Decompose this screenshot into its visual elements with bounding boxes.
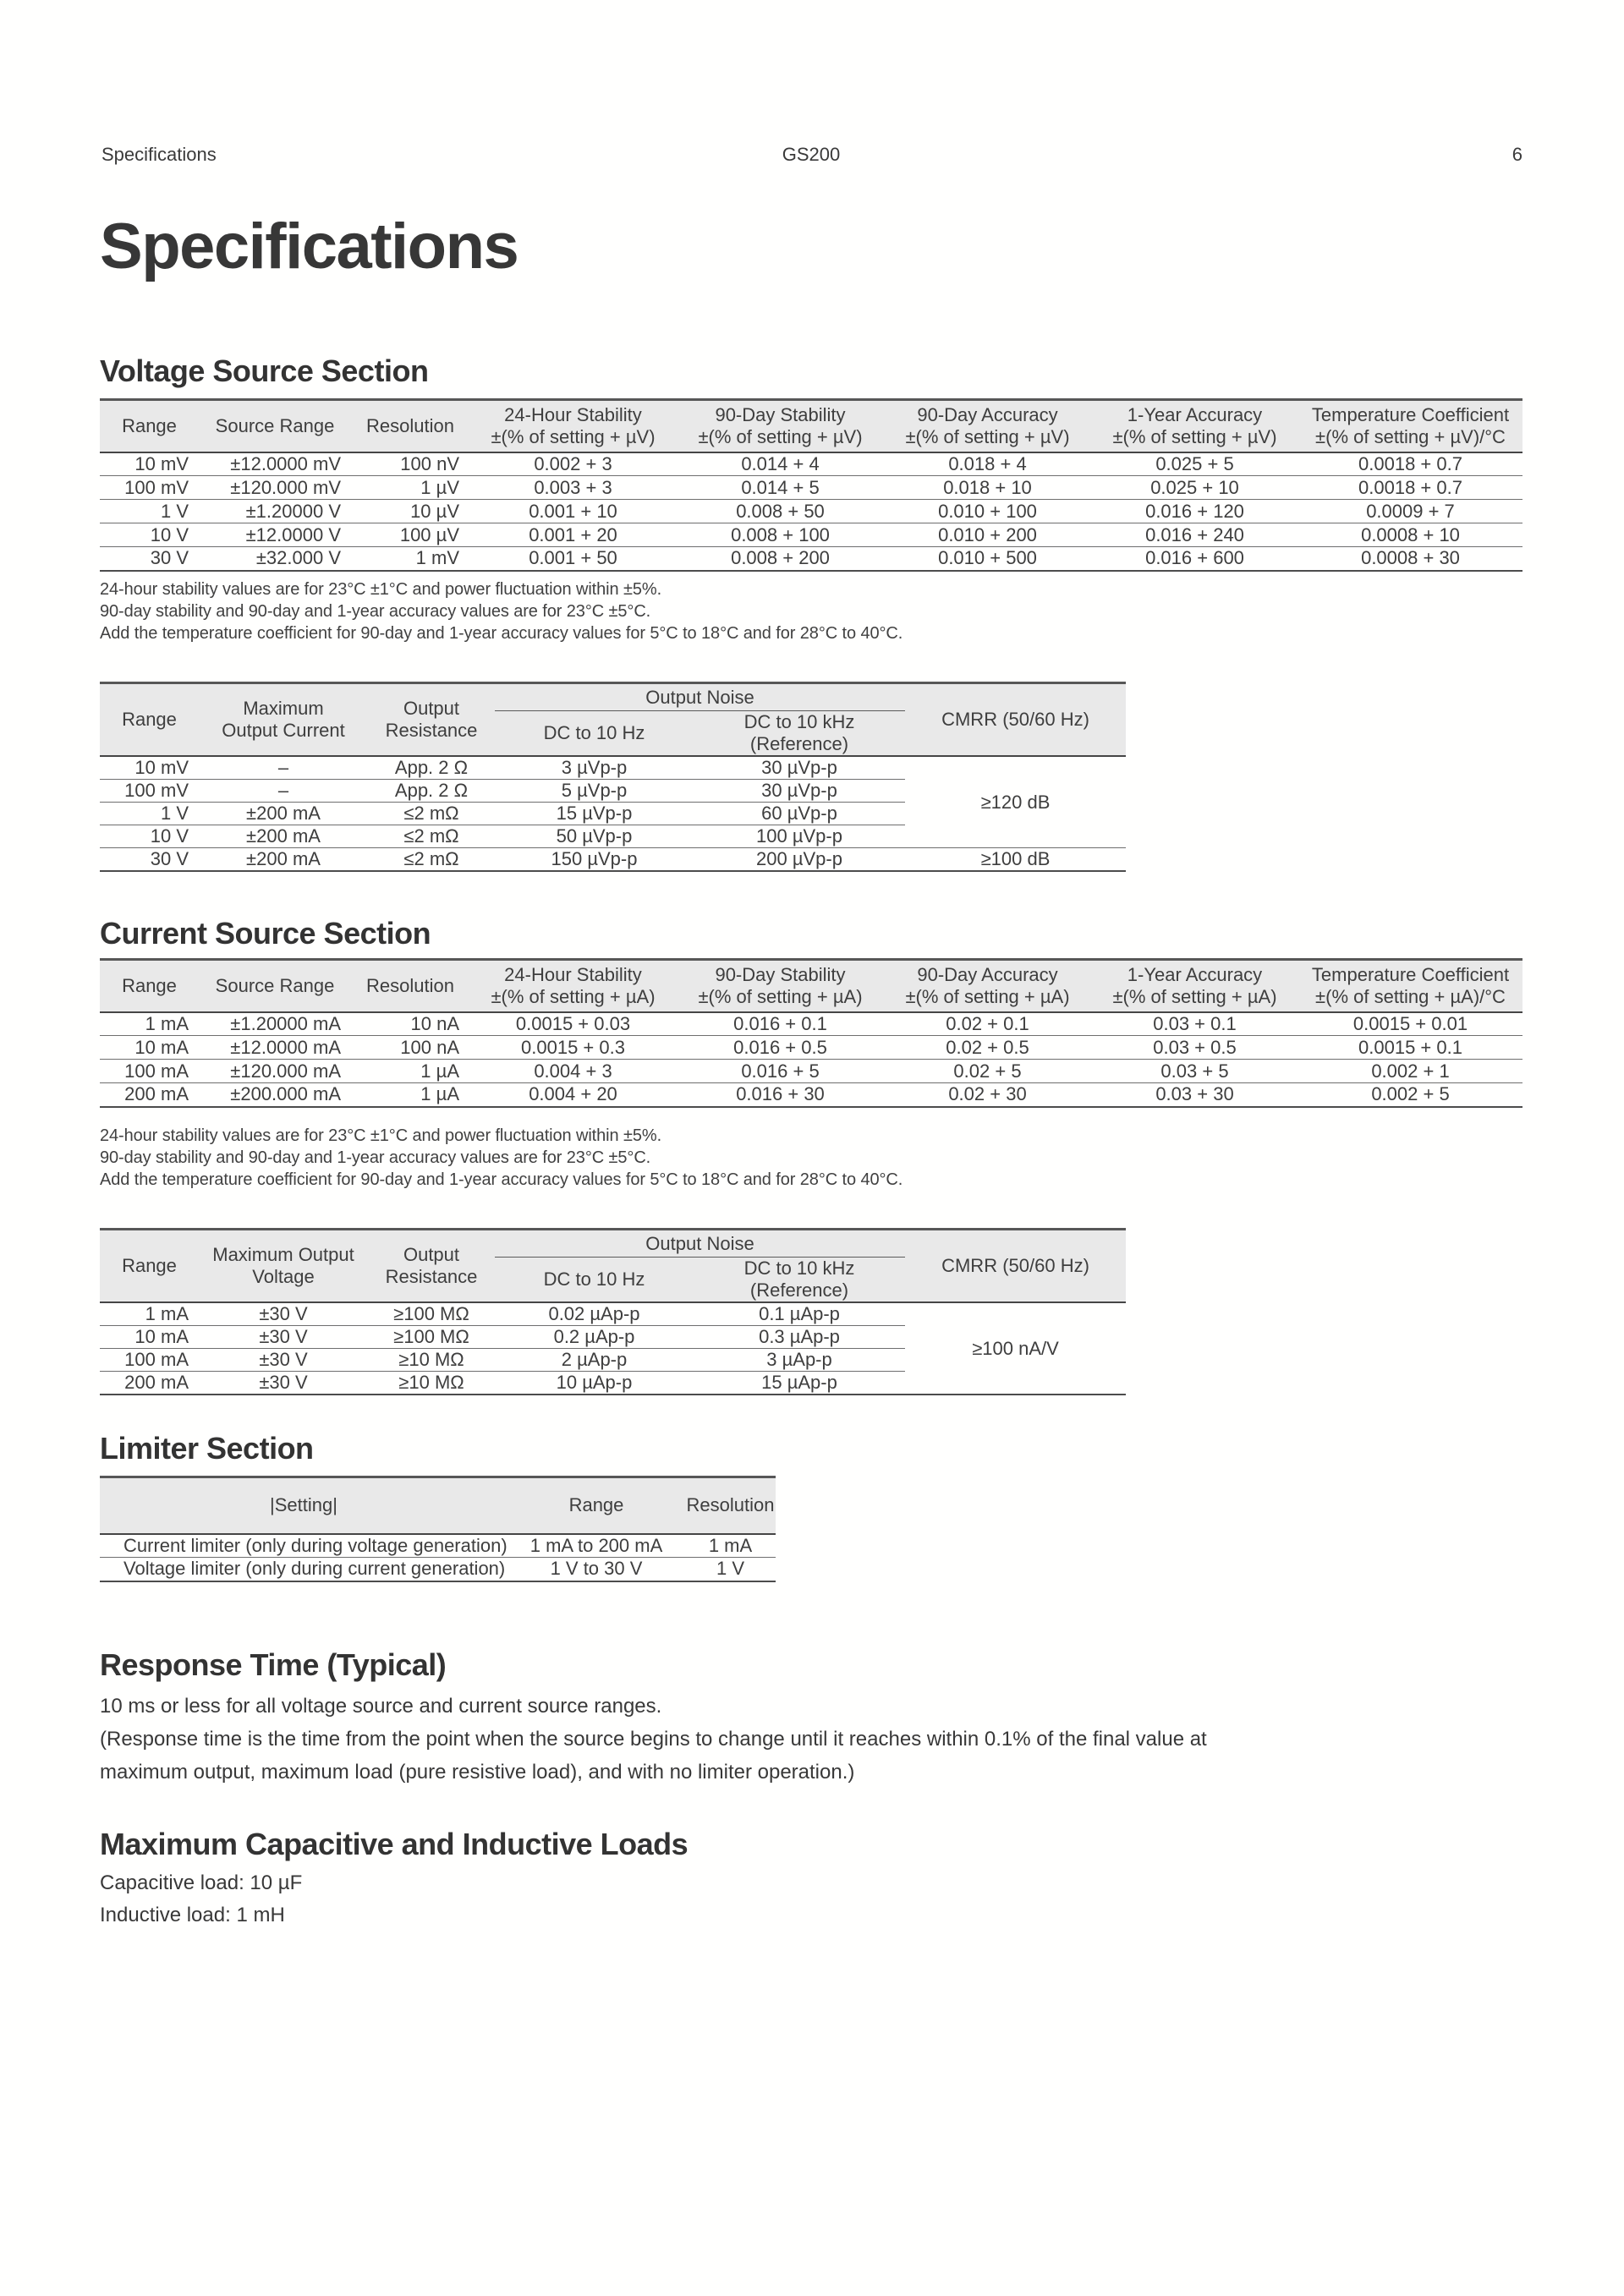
table-cell: 3 µAp-p: [694, 1349, 905, 1372]
table-cell: 30 V: [150, 547, 189, 569]
table-cell: 0.02 + 0.1: [884, 1012, 1091, 1036]
table-cell: 0.001 + 10: [469, 500, 677, 523]
voltage-noise-table: [100, 682, 1126, 872]
table-cell: 0.0018 + 0.7: [1298, 476, 1522, 500]
table-cell: 0.016 + 30: [736, 1083, 825, 1105]
column-header: 90-Day Stability ±(% of setting + µV): [677, 400, 884, 452]
table-cell: 15 µAp-p: [761, 1372, 837, 1393]
column-header: Range: [100, 400, 199, 452]
column-header: Output Resistance: [368, 1230, 495, 1303]
table-cell: 1 V: [716, 1558, 745, 1580]
cmrr-value-cell: ≥120 dB: [905, 756, 1126, 848]
table-cell: ±30 V: [259, 1372, 308, 1393]
column-header: Output Resistance: [368, 683, 495, 757]
table-cell: 1 mA: [100, 1302, 199, 1326]
column-group-header: Output Noise: [495, 1230, 905, 1258]
table-cell: ±12.0000 V: [199, 523, 351, 547]
table-header: [100, 1477, 776, 1534]
table-cell: ±30 V: [199, 1349, 368, 1372]
table-cell: 1 mV: [415, 547, 459, 569]
table-cell: ≤2 mΩ: [368, 803, 495, 825]
table-header: [100, 683, 1126, 757]
table-cell: ±32.000 V: [255, 547, 341, 569]
column-header: Source Range: [199, 400, 351, 452]
table-cell: 10 V: [100, 523, 199, 547]
column-subheader: DC to 10 kHz (Reference): [694, 1258, 905, 1303]
table-cell: 0.016 + 0.5: [677, 1036, 884, 1060]
current-section-heading: Current Source Section: [100, 916, 431, 951]
table-cell: ±12.0000 mV: [199, 452, 351, 476]
table-cell: ±1.20000 mA: [199, 1012, 351, 1036]
table-row: [100, 1036, 1522, 1060]
table-cell: 1 µV: [351, 476, 469, 500]
table-cell: 0.001 + 20: [469, 523, 677, 547]
table-cell: 1 mA: [100, 1012, 199, 1036]
table-cell: 0.02 + 30: [948, 1083, 1027, 1105]
footnote-line: Add the temperature coefficient for 90-day and 1-year accuracy values for 5°C to 18°C and for 28°C to 40°C.: [100, 1170, 903, 1189]
table-row: [100, 500, 1522, 523]
table-cell: 0.025 + 10: [1091, 476, 1298, 500]
response-time-text: [100, 1690, 1207, 1789]
table-cell: 30 µVp-p: [694, 780, 905, 803]
voltage-spec-table-wrap: [100, 398, 1522, 572]
body-line: Inductive load: 1 mH: [100, 1904, 285, 1926]
table-cell: 10 mA: [100, 1326, 199, 1349]
table-cell: ≥100 MΩ: [368, 1326, 495, 1349]
current-footnotes: [100, 1125, 903, 1191]
table-cell: 0.025 + 5: [1091, 452, 1298, 476]
table-cell: 50 µVp-p: [495, 825, 694, 848]
table-cell: 100 mV: [100, 476, 199, 500]
limiter-table: [100, 1476, 776, 1582]
table-row: [100, 547, 1522, 571]
current-noise-table: [100, 1228, 1126, 1395]
table-cell: 0.016 + 240: [1091, 523, 1298, 547]
table-cell: App. 2 Ω: [368, 756, 495, 780]
table-row: [100, 1012, 1522, 1036]
body-line: (Response time is the time from the point when the source begins to change until it reaches within 0.1% of the final value at: [100, 1728, 1207, 1751]
table-cell: 1 mA to 200 mA: [508, 1534, 685, 1558]
table-cell: 10 µAp-p: [556, 1372, 633, 1393]
table-cell: 0.3 µAp-p: [694, 1326, 905, 1349]
table-cell: 200 mA: [124, 1372, 189, 1393]
table-cell: 0.010 + 200: [884, 523, 1091, 547]
table-cell: ≥10 MΩ: [368, 1349, 495, 1372]
table-cell: 0.016 + 120: [1091, 500, 1298, 523]
table-cell: 100 µVp-p: [694, 825, 905, 848]
table-row: [100, 756, 1126, 780]
max-loads-text: [100, 1867, 302, 1932]
voltage-spec-table: [100, 398, 1522, 572]
table-cell: 0.0015 + 0.3: [469, 1036, 677, 1060]
table-cell: ≥10 MΩ: [398, 1372, 464, 1393]
table-cell: 150 µVp-p: [551, 848, 638, 869]
table-cell: 0.016 + 5: [677, 1060, 884, 1083]
column-header: Maximum Output Voltage: [199, 1230, 368, 1303]
column-header: 90-Day Accuracy ±(% of setting + µV): [884, 400, 1091, 452]
table-body: [100, 756, 1126, 871]
column-header: Source Range: [199, 960, 351, 1012]
column-header: 24-Hour Stability ±(% of setting + µV): [469, 400, 677, 452]
table-cell: 100 nA: [351, 1036, 469, 1060]
table-body: [100, 1534, 776, 1581]
table-cell: 0.03 + 30: [1155, 1083, 1234, 1105]
table-cell: ±200 mA: [199, 825, 368, 848]
header-row: [100, 683, 1126, 711]
column-header: Resolution: [351, 960, 469, 1012]
table-cell: 100 µV: [351, 523, 469, 547]
table-cell: 0.010 + 100: [884, 500, 1091, 523]
table-cell: 3 µVp-p: [495, 756, 694, 780]
table-cell: 0.016 + 600: [1145, 547, 1244, 569]
header-row: [100, 960, 1522, 1012]
table-cell: 15 µVp-p: [495, 803, 694, 825]
column-header: Range: [100, 1230, 199, 1303]
table-body: [100, 452, 1522, 571]
table-row: [100, 476, 1522, 500]
table-cell: 0.008 + 100: [677, 523, 884, 547]
table-cell: 100 nV: [351, 452, 469, 476]
table-cell: 100 mV: [100, 780, 199, 803]
table-cell: ±120.000 mA: [199, 1060, 351, 1083]
table-row: [100, 1534, 776, 1558]
column-header: Temperature Coefficient ±(% of setting + µV)/°C: [1298, 400, 1522, 452]
table-cell: 0.008 + 50: [677, 500, 884, 523]
response-time-heading: Response Time (Typical): [100, 1647, 447, 1682]
table-cell: 10 nA: [351, 1012, 469, 1036]
running-header-model: GS200: [782, 144, 841, 165]
column-header: CMRR (50/60 Hz): [905, 683, 1126, 757]
cmrr-value-cell: ≥100 dB: [980, 848, 1051, 869]
running-header-section: Specifications: [102, 144, 217, 165]
table-cell: ≥100 MΩ: [368, 1302, 495, 1326]
table-cell: 0.0015 + 0.1: [1298, 1036, 1522, 1060]
table-cell: 0.02 + 5: [884, 1060, 1091, 1083]
table-cell: 0.0008 + 30: [1361, 547, 1460, 569]
footnote-line: 90-day stability and 90-day and 1-year accuracy values are for 23°C ±5°C.: [100, 602, 651, 621]
table-cell: 1 mA: [685, 1534, 776, 1558]
table-cell: 30 µVp-p: [694, 756, 905, 780]
table-cell: 0.03 + 0.5: [1091, 1036, 1298, 1060]
table-cell: 0.014 + 5: [677, 476, 884, 500]
table-cell: 0.008 + 200: [731, 547, 830, 569]
table-cell: App. 2 Ω: [368, 780, 495, 803]
table-cell: 0.010 + 500: [938, 547, 1037, 569]
table-row: [100, 452, 1522, 476]
footnote-line: 24-hour stability values are for 23°C ±1°C and power fluctuation within ±5%.: [100, 580, 662, 599]
table-cell: 100 mA: [100, 1060, 199, 1083]
table-cell: ±200 mA: [246, 848, 321, 869]
voltage-footnotes: [100, 578, 903, 644]
table-cell: 1 V: [100, 803, 199, 825]
body-line: Capacitive load: 10 µF: [100, 1871, 303, 1894]
running-header: [100, 144, 1522, 169]
table-cell: 1 V to 30 V: [550, 1558, 643, 1580]
table-cell: 0.003 + 3: [469, 476, 677, 500]
table-cell: 0.002 + 3: [469, 452, 677, 476]
limiter-table-wrap: [100, 1476, 776, 1582]
column-header: 90-Day Accuracy ±(% of setting + µA): [884, 960, 1091, 1012]
column-header: Range: [508, 1477, 685, 1534]
table-cell: ±12.0000 mA: [199, 1036, 351, 1060]
cmrr-value-cell: ≥100 nA/V: [972, 1337, 1059, 1359]
table-cell: 0.02 µAp-p: [495, 1302, 694, 1326]
table-cell: 200 mA: [124, 1083, 189, 1105]
max-loads-heading: Maximum Capacitive and Inductive Loads: [100, 1827, 689, 1861]
body-line: 10 ms or less for all voltage source and current source ranges.: [100, 1695, 662, 1718]
column-header: Range: [100, 683, 199, 757]
table-cell: 0.03 + 5: [1091, 1060, 1298, 1083]
table-cell: 0.2 µAp-p: [495, 1326, 694, 1349]
table-cell: 0.018 + 10: [884, 476, 1091, 500]
table-cell: 0.018 + 4: [884, 452, 1091, 476]
table-cell: 0.004 + 20: [529, 1083, 617, 1105]
column-header: 1-Year Accuracy ±(% of setting + µA): [1091, 960, 1298, 1012]
table-cell: 10 µV: [351, 500, 469, 523]
page-title: Specifications: [100, 211, 518, 282]
table-cell: 10 mV: [100, 756, 199, 780]
footnote-line: 90-day stability and 90-day and 1-year accuracy values are for 23°C ±5°C.: [100, 1148, 651, 1167]
table-cell: ≤2 mΩ: [368, 825, 495, 848]
table-cell: 0.1 µAp-p: [694, 1302, 905, 1326]
header-row: [100, 400, 1522, 452]
body-line: maximum output, maximum load (pure resistive load), and with no limiter operation.): [100, 1761, 855, 1784]
column-subheader: DC to 10 Hz: [495, 1258, 694, 1303]
table-header: [100, 1230, 1126, 1303]
column-header: CMRR (50/60 Hz): [905, 1230, 1126, 1303]
table-cell: ±120.000 mV: [199, 476, 351, 500]
table-row: [100, 1060, 1522, 1083]
table-cell: –: [199, 756, 368, 780]
table-cell: ±200 mA: [199, 803, 368, 825]
footnote-line: 24-hour stability values are for 23°C ±1°C and power fluctuation within ±5%.: [100, 1126, 662, 1145]
column-group-header: Output Noise: [495, 683, 905, 711]
table-cell: ±30 V: [199, 1326, 368, 1349]
table-cell: 30 V: [150, 848, 189, 869]
column-header: |Setting|: [100, 1477, 508, 1534]
table-cell: 0.02 + 0.5: [884, 1036, 1091, 1060]
table-cell: 2 µAp-p: [495, 1349, 694, 1372]
table-cell: 10 mA: [100, 1036, 199, 1060]
table-cell: 0.002 + 5: [1371, 1083, 1450, 1105]
table-cell: 0.0015 + 0.03: [469, 1012, 677, 1036]
table-cell: 0.016 + 0.1: [677, 1012, 884, 1036]
table-cell: 0.001 + 50: [529, 547, 617, 569]
table-cell: ±200.000 mA: [230, 1083, 341, 1105]
table-header: [100, 960, 1522, 1012]
column-header: 1-Year Accuracy ±(% of setting + µV): [1091, 400, 1298, 452]
table-cell: 0.002 + 1: [1298, 1060, 1522, 1083]
table-row: [100, 523, 1522, 547]
table-row: [100, 1083, 1522, 1107]
table-cell: 10 V: [100, 825, 199, 848]
table-cell: 100 mA: [100, 1349, 199, 1372]
table-cell: ±1.20000 V: [199, 500, 351, 523]
table-cell: 60 µVp-p: [694, 803, 905, 825]
column-header: Temperature Coefficient ±(% of setting + µA)/°C: [1298, 960, 1522, 1012]
table-cell: 0.0018 + 0.7: [1298, 452, 1522, 476]
current-noise-table-wrap: [100, 1228, 1126, 1395]
table-cell: Current limiter (only during voltage generation): [100, 1534, 508, 1558]
table-row: [100, 1302, 1126, 1326]
header-row: [100, 1230, 1126, 1258]
table-body: [100, 1012, 1522, 1107]
column-header: 90-Day Stability ±(% of setting + µA): [677, 960, 884, 1012]
column-subheader: DC to 10 Hz: [495, 711, 694, 757]
table-cell: 0.0008 + 10: [1298, 523, 1522, 547]
table-cell: 0.03 + 0.1: [1091, 1012, 1298, 1036]
table-row: [100, 848, 1126, 872]
table-cell: 5 µVp-p: [495, 780, 694, 803]
table-row: [100, 1558, 776, 1581]
column-header: Maximum Output Current: [199, 683, 368, 757]
table-cell: 200 µVp-p: [756, 848, 842, 869]
column-header: 24-Hour Stability ±(% of setting + µA): [469, 960, 677, 1012]
table-header: [100, 400, 1522, 452]
table-cell: 10 mV: [100, 452, 199, 476]
voltage-noise-table-wrap: [100, 682, 1126, 872]
current-spec-table: [100, 958, 1522, 1108]
column-header: Range: [100, 960, 199, 1012]
limiter-section-heading: Limiter Section: [100, 1431, 314, 1466]
voltage-section-heading: Voltage Source Section: [100, 353, 429, 388]
table-cell: 0.014 + 4: [677, 452, 884, 476]
table-cell: –: [199, 780, 368, 803]
table-cell: Voltage limiter (only during current generation): [123, 1558, 506, 1580]
table-body: [100, 1302, 1126, 1395]
table-cell: ≤2 mΩ: [403, 848, 459, 869]
table-cell: ±30 V: [199, 1302, 368, 1326]
table-cell: 1 V: [100, 500, 199, 523]
table-cell: 0.0009 + 7: [1298, 500, 1522, 523]
table-cell: 1 µA: [351, 1060, 469, 1083]
column-header: Resolution: [351, 400, 469, 452]
column-subheader: DC to 10 kHz (Reference): [694, 711, 905, 757]
table-cell: 0.0015 + 0.01: [1298, 1012, 1522, 1036]
footnote-line: Add the temperature coefficient for 90-day and 1-year accuracy values for 5°C to 18°C and for 28°C to 40°C.: [100, 624, 903, 643]
header-row: [100, 1477, 776, 1534]
page-number: 6: [1512, 144, 1522, 165]
current-spec-table-wrap: [100, 958, 1522, 1108]
table-cell: 1 µA: [420, 1083, 459, 1105]
table-cell: 0.004 + 3: [469, 1060, 677, 1083]
column-header: Resolution: [685, 1477, 776, 1534]
